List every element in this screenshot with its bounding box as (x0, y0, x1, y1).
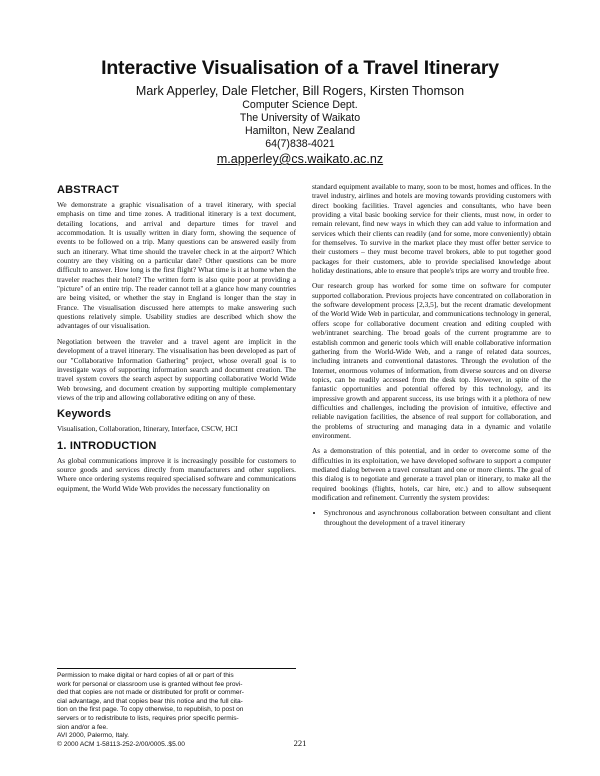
abstract-heading: ABSTRACT (57, 184, 120, 196)
permission-line: tion on the first page. To copy otherwise, to republish, to post on (57, 706, 244, 714)
abstract-paragraph: We demonstrate a graphic visualisation of a travel itinerary, with special emphasis on time and time zones. A traditional itinerary is a text document, detailing locations, and arrival and departure times for travel and accommodation. It is usually written in diary form, showing the sequence of events to be followed on a trip. Many questions can be answered easily from such an itinerary. What time should the traveler check in at the airport? Which country are they visiting on a particular date? Other questions can be more difficult to answer. How long is the first flight? What time is it at home when the traveler reaches their hotel? The written form is also quite poor at providing a "picture" of an entire trip. The reader cannot tell at a glance how many countries are being visited, or whether the stay in England is longer than the stay in France. The visualisation discussed here attempts to make answering such questions relatively simple. Usability studies are described which show the advantages of our visualisation. (57, 200, 296, 331)
permission-line: ded that copies are not made or distributed for profit or commer- (57, 689, 244, 697)
abstract-paragraph: Negotiation between the traveler and a travel agent are implicit in the development of a travel itinerary. The visualisation has been developed as part of our "Collaborative Information Gathering" project, whose overall goal is to investigate ways of supporting information search and document creation. The travel system covers the search aspect by supporting collaborative World Wide Web browsing, and document creation by supporting multiple complementary views of the trip and allowing collaborative editing on any of these. (57, 336, 296, 402)
permission-line: cial advantage, and that copies bear this notice and the full cita- (57, 697, 243, 705)
introduction-paragraph: As global communications improve it is increasingly possible for customers to source goods and services directly from manufacturers and other suppliers. Where once ordering systems required specialised software and communications equipment, the World Wide Web provides the necessary functionality on (57, 455, 296, 493)
page-number: 221 (293, 738, 307, 748)
permission-line: work for personal or classroom use is granted without fee provi- (57, 680, 243, 688)
permission-line: Permission to make digital or hard copies of all or part of this (57, 672, 234, 679)
introduction-paragraph: standard equipment available to many, soon to be most, homes and offices. In the travel industry, airlines and hotels are moving towards providing customers with direct booking facilities. Travel agencies and consultants, who have been providing a vital basic booking service for their clients, must now, in order to remain relevant, find new ways in which they can add value to information and services which their clients can readily (and for some, more conveniently) obtain for themselves. To survive in the market place they must offer better service to their customers – they must become travel brokers, able to put together good packages for their customers, able to provide specialised knowledge about holiday destinations, able to ensure that people's trips are worry and trouble free. (312, 182, 551, 276)
left-column (57, 182, 296, 499)
conference-line: AVI 2000, Palermo, Italy. (57, 732, 129, 740)
keywords-text: Visualisation, Collaboration, Itinerary, Interface, CSCW, HCI (57, 424, 238, 434)
right-column (312, 182, 551, 527)
keywords-heading: Keywords (57, 408, 112, 421)
feature-list (312, 508, 551, 527)
affiliation-line: Hamilton, New Zealand (244, 125, 356, 137)
affiliation-block (0, 99, 600, 151)
paper-title: Interactive Visualisation of a Travel Itinerary (101, 57, 499, 79)
introduction-heading: 1. INTRODUCTION (57, 439, 157, 452)
feature-list-item: • Synchronous and asynchronous collaboration between consultant and client throughout the development of a travel itinerary (324, 508, 551, 527)
permission-line: servers or to redistribute to lists, requires prior specific permis- (57, 714, 239, 722)
author-list: Mark Apperley, Dale Fletcher, Bill Rogers, Kirsten Thomson (135, 84, 465, 98)
introduction-paragraph: As a demonstration of this potential, and in order to overcome some of the difficulties in its exploitation, we have developed software to support a computer mediated dialog between a travel consultant and one or more clients. The goal of this dialog is to negotiate and generate a travel plan or itinerary, to make all the required bookings (flights, hotels, car hire, etc.) and to allow subsequent modification and refinement. Currently the system provides: (312, 446, 551, 502)
copyright-line: © 2000 ACM 1-58113-252-2/00/0005..$5.00 (57, 740, 185, 748)
author-email-link[interactable]: m.apperley@cs.waikato.ac.nz (216, 152, 384, 166)
introduction-paragraph: Our research group has worked for some time on software for computer supported collaboration. Previous projects have concentrated on collaboration in the software development process [2,3,5], but the recent dramatic development of the World Wide Web in particular, and communications technology in general, offers scope for collaborative document creation and editing coupled with web/intranet searching. The broad goals of the current programme are to establish common and generic tools which will enable collaborative information gathering from the World-Wide Web, and a range of related data sources, including intranets and conventional datastores. Through the evolution of the Internet, enormous volumes of information, from diverse sources and on diverse topics, can be readily accessed from the desk top. However, in spite of the fantastic opportunities and potential offered by this technology, and its impressive growth and apparent success, its use brings with it a plethora of new difficulties and challenges, including the provision of intuitive, effective and reliable navigation facilities, the absence of real support for collaboration, and the problems of structuring and managing data in a dynamic and volatile environment. (312, 281, 551, 440)
affiliation-line: 64(7)838-4021 (265, 138, 335, 150)
affiliation-line: The University of Waikato (239, 112, 361, 124)
permission-line: sion and/or a fee. (57, 723, 108, 731)
affiliation-line: Computer Science Dept. (242, 99, 358, 111)
